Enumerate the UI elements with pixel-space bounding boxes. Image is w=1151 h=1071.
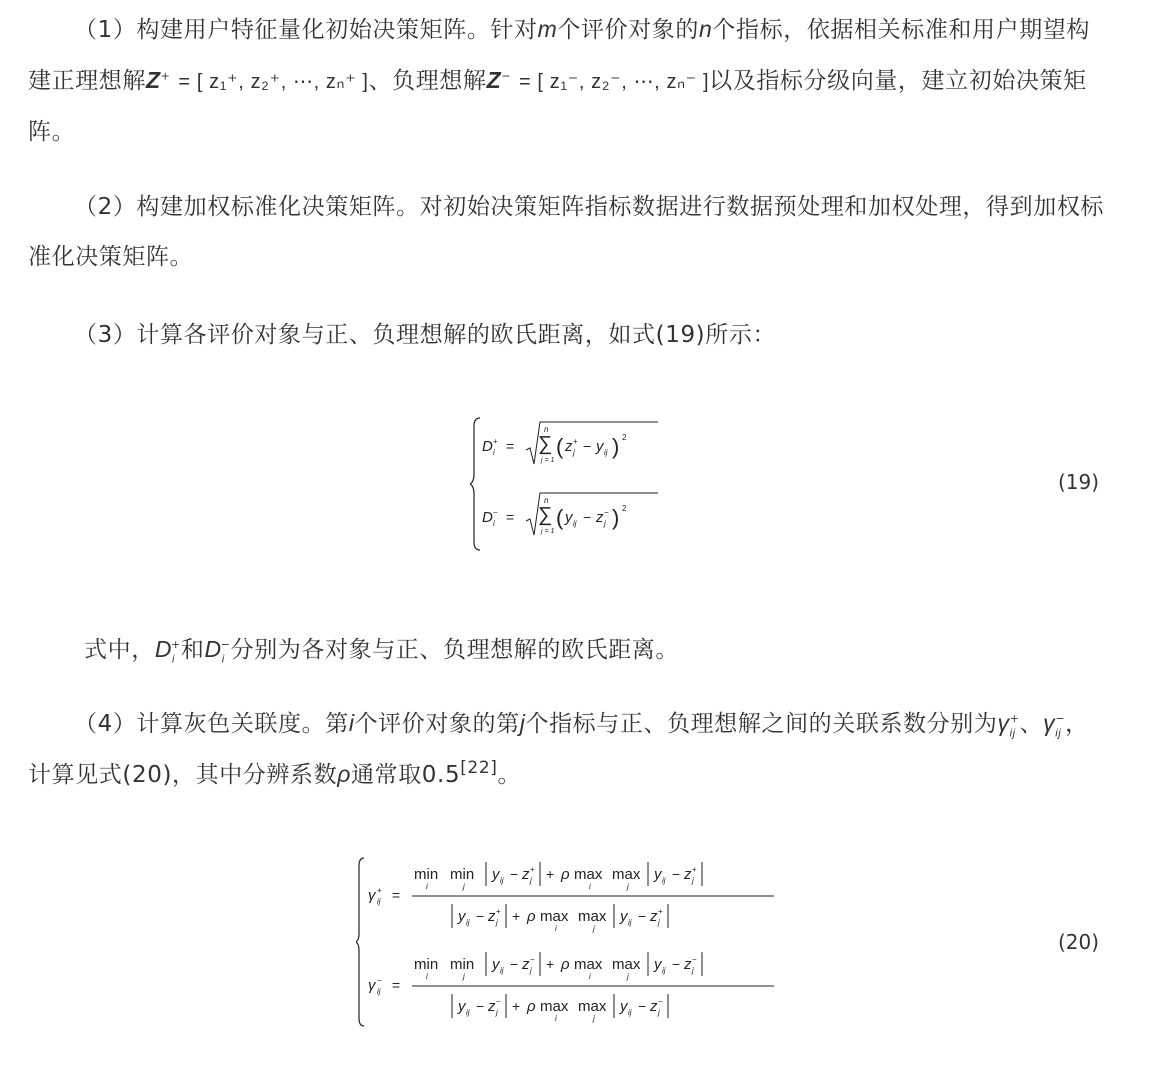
svg-text:z: z [488, 998, 496, 1015]
equation-19-graphic [470, 414, 662, 554]
svg-text:i: i [493, 448, 495, 457]
svg-text:ij: ij [628, 918, 632, 927]
svg-text:j: j [463, 972, 465, 981]
math-gamma-plus: γ [997, 710, 1010, 736]
svg-text:=: = [392, 887, 401, 903]
svg-text:ρ: ρ [527, 908, 536, 925]
math-gamma-minus: γ [1043, 710, 1056, 736]
svg-text:−: − [530, 955, 535, 964]
svg-text:z: z [488, 908, 496, 925]
svg-text:−: − [672, 956, 681, 972]
svg-text:): ) [612, 434, 620, 459]
svg-text:z: z [522, 866, 530, 883]
svg-text:+: + [377, 886, 382, 895]
citation-ref[interactable]: [22] [460, 758, 498, 778]
svg-text:−: − [604, 508, 609, 517]
svg-text:z: z [650, 998, 658, 1015]
svg-text:=: = [506, 438, 515, 454]
svg-text:max: max [540, 998, 569, 1015]
svg-text:min: min [414, 866, 439, 883]
math-d-minus: D [204, 636, 222, 662]
svg-text:j: j [658, 1008, 660, 1017]
svg-text:i: i [589, 882, 591, 891]
svg-text:ij: ij [500, 966, 504, 975]
equation-20 [356, 854, 776, 1030]
svg-text:ij: ij [662, 876, 666, 885]
svg-text:max: max [574, 866, 603, 883]
svg-text:j: j [604, 519, 606, 528]
svg-text:ij: ij [662, 966, 666, 975]
text-span: 式中， [84, 637, 155, 663]
svg-text:+: + [496, 907, 501, 916]
svg-text:max: max [578, 908, 607, 925]
svg-text:y: y [492, 956, 500, 973]
math-i: i [348, 710, 355, 736]
svg-text:j: j [530, 966, 532, 975]
svg-text:(: ( [556, 434, 564, 459]
paragraph-step-2: （2）构建加权标准化决策矩阵。对初始决策矩阵指标数据进行数据预处理和加权处理，得到加权标准化决策矩阵。 [28, 194, 1105, 270]
svg-text:z: z [565, 438, 573, 455]
svg-text:+: + [546, 956, 555, 972]
svg-text:D: D [482, 509, 493, 526]
svg-text:n: n [544, 425, 549, 434]
svg-text:ij: ij [573, 519, 577, 528]
svg-text:ij: ij [604, 448, 608, 457]
svg-text:−: − [377, 976, 382, 985]
text-span: 、 [1019, 711, 1044, 737]
svg-text:−: − [672, 866, 681, 882]
svg-text:2: 2 [622, 504, 627, 513]
svg-text:z: z [522, 956, 530, 973]
svg-text:−: − [583, 509, 592, 525]
svg-text:y: y [654, 956, 662, 973]
equation-19 [470, 414, 662, 554]
math-m: m [537, 16, 558, 42]
svg-text:−: − [476, 998, 485, 1014]
text-span: 通常取0.5 [351, 762, 461, 788]
svg-text:j: j [627, 972, 629, 981]
svg-text:+: + [512, 908, 521, 924]
svg-text:i: i [426, 882, 428, 891]
paragraph-step-3: （3）计算各评价对象与正、负理想解的欧氏距离，如式(19)所示： [74, 322, 777, 348]
svg-text:−: − [692, 955, 697, 964]
svg-text:j: j [463, 882, 465, 891]
equation-19-number: (19) [1057, 470, 1099, 494]
svg-text:j: j [692, 966, 694, 975]
svg-text:): ) [612, 505, 620, 530]
text-span: 。 [497, 762, 522, 788]
math-z-plus: Z [146, 67, 161, 93]
svg-text:−: − [510, 866, 519, 882]
svg-text:y: y [596, 438, 604, 455]
text-span: 以及指标分级向量，建立初始决策矩阵。 [28, 68, 1087, 145]
text-span: 个指标与正、负理想解之间的关联系数分别为 [525, 711, 998, 737]
svg-text:j: j [593, 924, 595, 933]
svg-text:i: i [426, 972, 428, 981]
svg-text:j: j [573, 448, 575, 457]
svg-text:ρ: ρ [561, 956, 570, 973]
svg-text:i: i [589, 972, 591, 981]
svg-text:ij: ij [377, 987, 381, 996]
svg-text:ij: ij [466, 1008, 470, 1017]
svg-text:+: + [658, 907, 663, 916]
svg-text:−: − [510, 956, 519, 972]
equation-20-graphic [356, 854, 776, 1030]
svg-text:min: min [450, 866, 475, 883]
svg-text:y: y [620, 998, 628, 1015]
svg-text:j: j [627, 882, 629, 891]
svg-text:D: D [482, 438, 493, 455]
svg-text:i: i [555, 924, 557, 933]
text-span: 个指标，依据相关标准和用户期望构建正理想解 [28, 17, 1091, 94]
svg-text:−: − [638, 998, 647, 1014]
svg-text:n: n [544, 496, 549, 505]
text-span: 个评价对象的第 [354, 711, 520, 737]
paragraph-step-1: （1）构建用户特征量化初始决策矩阵。针对m个评价对象的n个指标，依据相关标准和用户期望构建正理想解Z+ = [ z₁⁺, z₂⁺, ⋯, zₙ⁺ ]、负理想解Z− = [ z₁⁻, z₂⁻, ⋯, zₙ⁻ ]以及指标分级向量，建立初始决策矩阵。 [28, 16, 1091, 145]
math-j: j [519, 710, 526, 736]
text-span: 、负理想解 [368, 68, 487, 94]
svg-text:y: y [458, 998, 466, 1015]
equation-20-number: (20) [1057, 930, 1099, 954]
math-z-minus-vector: = [ z₁⁻, z₂⁻, ⋯, zₙ⁻ ] [518, 71, 710, 93]
svg-text:ρ: ρ [527, 998, 536, 1015]
text-span: 分别为各对象与正、负理想解的欧氏距离。 [230, 637, 680, 663]
svg-text:y: y [654, 866, 662, 883]
svg-text:ij: ij [377, 897, 381, 906]
svg-text:min: min [414, 956, 439, 973]
svg-text:=: = [392, 977, 401, 993]
svg-text:max: max [612, 956, 641, 973]
text-span: 个评价对象的 [557, 17, 700, 43]
svg-text:i: i [555, 1014, 557, 1023]
svg-text:max: max [578, 998, 607, 1015]
math-z-plus-vector: = [ z₁⁺, z₂⁺, ⋯, zₙ⁺ ] [178, 71, 369, 93]
svg-text:y: y [458, 908, 466, 925]
svg-text:max: max [540, 908, 569, 925]
svg-text:z: z [684, 956, 692, 973]
svg-text:+: + [573, 437, 578, 446]
math-z-minus: Z [486, 67, 502, 93]
text-span: ，计算见式(20)，其中分辨系数 [28, 711, 1089, 788]
svg-text:min: min [450, 956, 475, 973]
svg-text:j: j [530, 876, 532, 885]
svg-text:γ: γ [368, 887, 376, 904]
svg-text:i: i [493, 519, 495, 528]
svg-text:=: = [506, 509, 515, 525]
svg-text:∑: ∑ [538, 433, 553, 455]
svg-text:z: z [650, 908, 658, 925]
svg-text:+: + [692, 865, 697, 874]
svg-text:y: y [492, 866, 500, 883]
svg-text:j: j [496, 918, 498, 927]
svg-text:j: j [496, 1008, 498, 1017]
svg-text:y: y [565, 509, 573, 526]
math-n: n [699, 16, 713, 42]
svg-text:γ: γ [368, 977, 376, 994]
svg-text:−: − [658, 997, 663, 1006]
svg-text:(: ( [556, 505, 564, 530]
svg-text:−: − [638, 908, 647, 924]
svg-text:z: z [684, 866, 692, 883]
svg-text:z: z [596, 509, 604, 526]
svg-text:max: max [574, 956, 603, 973]
svg-text:+: + [546, 866, 555, 882]
svg-text:j: j [593, 1014, 595, 1023]
svg-text:+: + [512, 998, 521, 1014]
math-rho: ρ [337, 761, 351, 787]
svg-text:2: 2 [622, 433, 627, 442]
svg-text:−: − [476, 908, 485, 924]
svg-text:max: max [612, 866, 641, 883]
math-d-plus: D [154, 636, 173, 662]
svg-text:−: − [496, 997, 501, 1006]
svg-text:y: y [620, 908, 628, 925]
svg-text:j = 1: j = 1 [541, 528, 555, 535]
svg-text:−: − [583, 438, 592, 454]
svg-text:j: j [658, 918, 660, 927]
svg-text:∑: ∑ [538, 504, 553, 526]
svg-text:j = 1: j = 1 [541, 457, 555, 464]
svg-text:ij: ij [466, 918, 470, 927]
text-span: 和 [180, 637, 205, 663]
svg-text:ij: ij [500, 876, 504, 885]
svg-text:ρ: ρ [561, 866, 570, 883]
svg-text:+: + [530, 865, 535, 874]
svg-text:j: j [692, 876, 694, 885]
paragraph-step-4: （4）计算灰色关联度。第i个评价对象的第j个指标与正、负理想解之间的关联系数分别为$\gamma_{ij}^+$、$\gamma_{ij}^-$，计算见式(20)，其中分辨系数ρ通常取0.5[22]。 [28, 710, 1089, 788]
svg-text:ij: ij [628, 1008, 632, 1017]
svg-text:−: − [493, 508, 498, 517]
paragraph-where: 式中，$D_i^+$和$D_i^-$分别为各对象与正、负理想解的欧氏距离。 [84, 636, 680, 666]
text-span: （1）构建用户特征量化初始决策矩阵。针对 [74, 17, 538, 43]
text-span: （4）计算灰色关联度。第 [74, 711, 349, 737]
svg-text:+: + [493, 437, 498, 446]
